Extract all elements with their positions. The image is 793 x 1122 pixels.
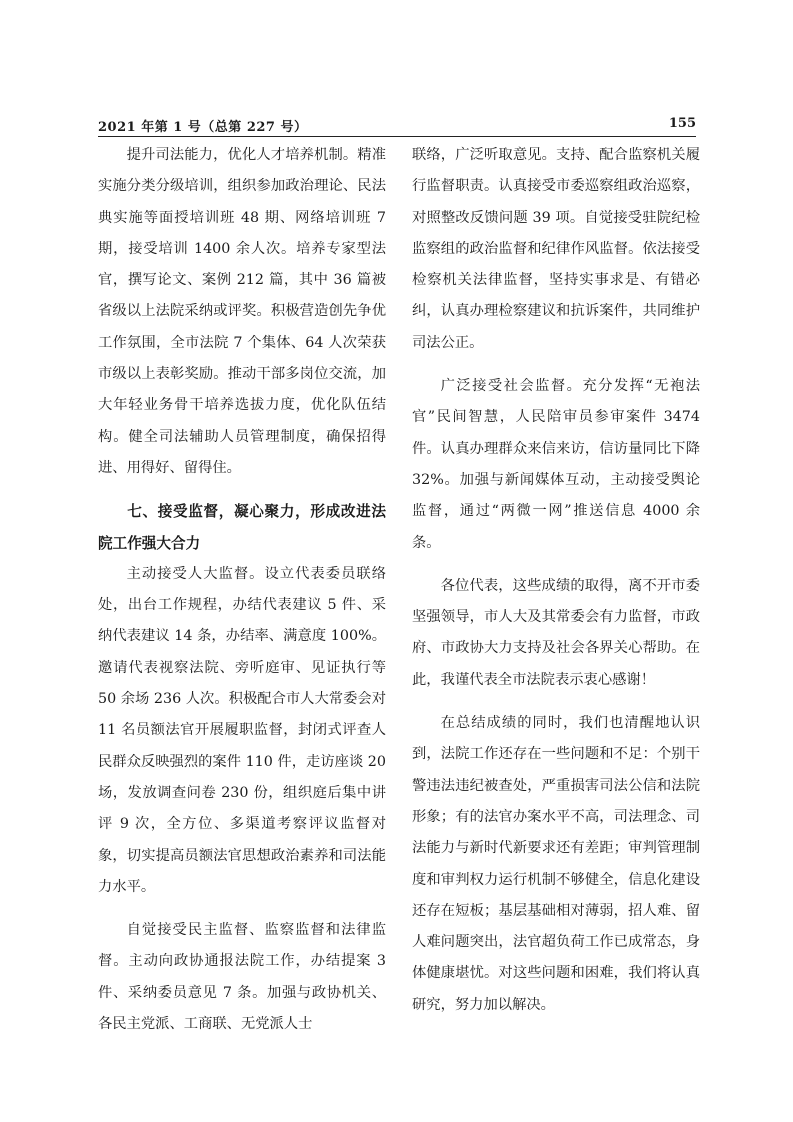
paragraph-continued-liaison: 联络，广泛听取意见。支持、配合监察机关履行监督职责。认真接受市委巡察组政治巡察，对照整改反馈问题 39 项。自觉接受驻院纪检监察组的政治监督和纪律作风监督。依法接受检察机关法律监督，坚持实事求是、有错必纠，认真办理检察建议和抗诉案件，共同维护司法公正。 <box>412 147 700 351</box>
paragraph-democratic-supervision: 自觉接受民主监督、监察监督和法律监督。主动向政协通报法院工作，办结提案 3 件、采纳委员意见 7 条。加强与政协机关、各民主党派、工商联、无党派人士 <box>98 922 386 1033</box>
issue-label: 2021 年第 1 号（总第 227 号） <box>98 120 308 135</box>
left-column <box>98 140 386 1052</box>
paragraph-thanks: 各位代表，这些成绩的取得，离不开市委坚强领导，市人大及其常委会有力监督，市政府、市政协大力支持及社会各界关心帮助。在此，我谨代表全市法院表示衷心感谢！ <box>412 577 700 688</box>
page-number: 155 <box>668 116 696 131</box>
paragraph-npc-supervision: 主动接受人大监督。设立代表委员联络处，出台工作规程，办结代表建议 5 件、采纳代表建议 14 条，办结率、满意度 100%。邀请代表视察法院、旁听庭审、见证执行等 50 余场 236 人次。积极配合市人大常委会对 11 名员额法官开展履职监督，封闭式评查人民群众反映强烈的案件 110 件，走访座谈 20 场，发放调查问卷 230 份，组织庭后集中讲评 9 次，全方位、多渠道考察评议监督对象，切实提高员额法官思想政治素养和司法能力水平。 <box>98 565 386 895</box>
paragraph-social-supervision: 广泛接受社会监督。充分发挥“无袍法官”民间智慧，人民陪审员参审案件 3474 件。认真办理群众来信来访，信访量同比下降 32%。加强与新闻媒体互动，主动接受舆论监督，通过“两微一网”推送信息 4000 余条。 <box>412 378 700 551</box>
right-column <box>412 140 700 1033</box>
page-header <box>98 116 696 137</box>
paragraph-problems: 在总结成绩的同时，我们也清醒地认识到，法院工作还存在一些问题和不足：个别干警违法违纪被查处，严重损害司法公信和法院形象；有的法官办案水平不高，司法理念、司法能力与新时代新要求还有差距；审判管理制度和审判权力运行机制不够健全，信息化建设还存在短板；基层基础相对薄弱，招人难、留人难问题突出，法官超负荷工作已成常态，身体健康堪忧。对这些问题和困难，我们将认真研究，努力加以解决。 <box>412 715 700 1013</box>
section-heading-supervision: 七、接受监督，凝心聚力，形成改进法院工作强大合力 <box>98 503 386 552</box>
paragraph-talent-training: 提升司法能力，优化人才培养机制。精准实施分类分级培训，组织参加政治理论、民法典实施等面授培训班 48 期、网络培训班 7 期，接受培训 1400 余人次。培养专家型法官，撰写论文、案例 212 篇，其中 36 篇被省级以上法院采纳或评奖。积极营造创先争优工作氛围，全市法院 7 个集体、64 人次荣获市级以上表彰奖励。推动干部多岗位交流，加大年轻业务骨干培养选拔力度，优化队伍结构。健全司法辅助人员管理制度，确保招得进、用得好、留得住。 <box>98 147 386 476</box>
